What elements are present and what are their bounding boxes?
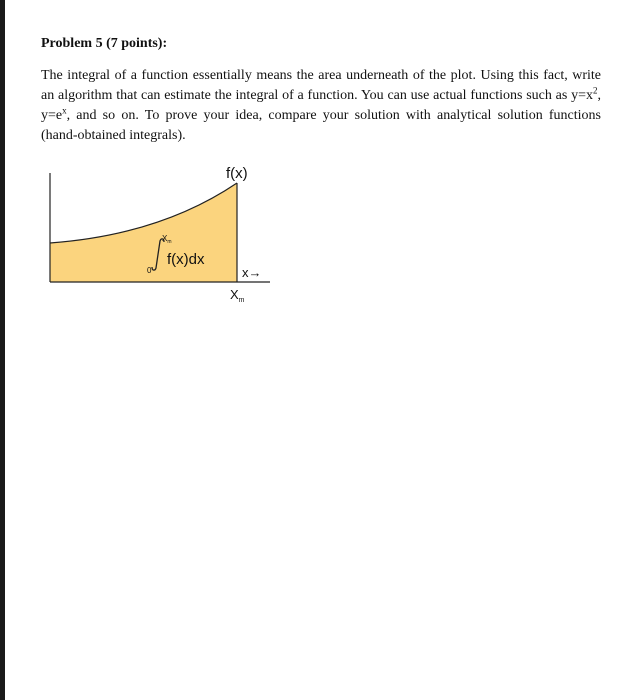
- xm-label: $X_m$: [230, 287, 245, 304]
- x-axis-arrow-label: x→: [242, 265, 262, 280]
- problem-text-part-3: , and so on. To prove your idea, compare your solution with analytical solution functions (hand-obtained integrals).: [41, 108, 601, 143]
- integral-diagram: [40, 160, 280, 310]
- fx-label: f(x): [226, 165, 248, 182]
- area-under-curve: [50, 183, 237, 282]
- problem-text-part-1: The integral of a function essentially means the area underneath of the plot. Using this fact, write an algorithm that can estimate the integral of a function. You can use actual functions such as y=x: [41, 68, 601, 103]
- problem-statement: [41, 66, 601, 146]
- integral-expression: f(x)dx: [167, 251, 205, 268]
- page-left-border: [0, 0, 5, 700]
- problem-heading: Problem 5 (7 points):: [41, 36, 168, 51]
- superscript-two: 2: [593, 85, 598, 96]
- superscript-x: x: [62, 105, 67, 116]
- upper-limit: $X_m$: [162, 234, 172, 245]
- problem-text-part-2: , y=e: [41, 88, 601, 123]
- lower-limit: 0: [147, 266, 152, 275]
